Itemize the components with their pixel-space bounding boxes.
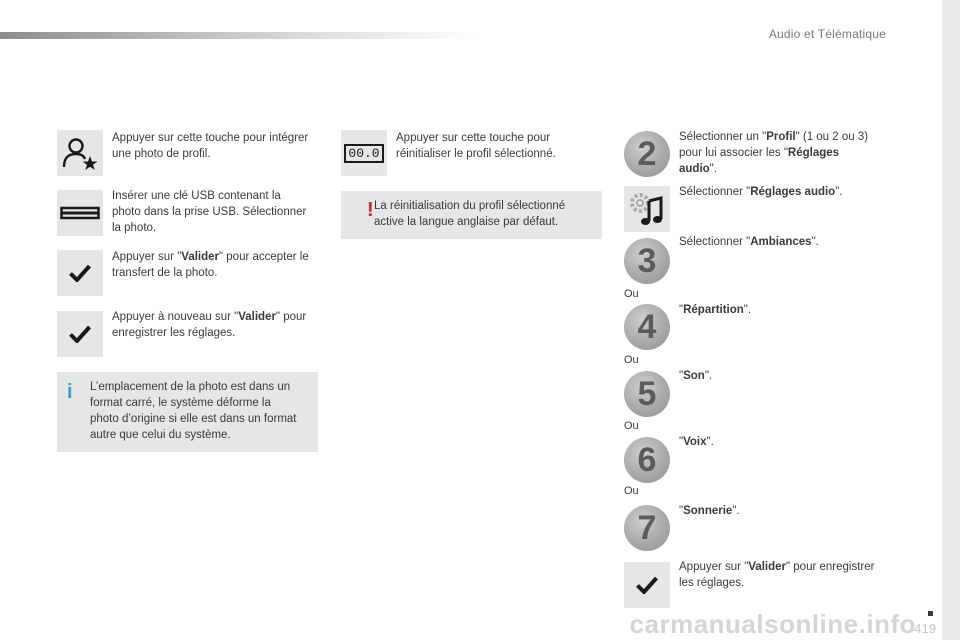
select-ambiances-text: Sélectionner "Ambiances". <box>679 236 819 248</box>
or-label: Ou <box>624 485 639 497</box>
validate-check-icon <box>57 311 103 357</box>
step-number-6: 6 <box>624 437 670 483</box>
page-number: 419 <box>914 621 936 636</box>
validate-check-icon <box>624 562 670 608</box>
validate-check-icon <box>57 250 103 296</box>
section-title: Audio et Télématique <box>768 27 886 41</box>
watermark: carmanualsonline.info <box>629 609 916 639</box>
profile-photo-icon <box>57 130 103 176</box>
page-edge-strip <box>942 0 960 640</box>
info-icon: i <box>67 381 73 403</box>
step-validate-save-text: Appuyer à nouveau sur "Valider" pour enregistrer les réglages. <box>112 311 307 339</box>
step-number-3: 3 <box>624 238 670 284</box>
or-label: Ou <box>624 354 639 366</box>
step-reset-profile-text: Appuyer sur cette touche pour réinitialiser le profil sélectionné. <box>396 132 556 160</box>
header-gradient-bar <box>0 32 480 39</box>
warning-icon: ! <box>367 199 374 221</box>
select-audio-settings-text: Sélectionner "Réglages audio". <box>679 186 843 198</box>
info-note <box>57 372 318 452</box>
repartition-text: "Répartition". <box>679 304 752 316</box>
final-validate-text: Appuyer sur "Valider" pour enregistrer les réglages. <box>679 561 875 589</box>
step-number-7: 7 <box>624 505 670 551</box>
son-text: "Son". <box>679 370 713 382</box>
warning-note <box>341 191 602 239</box>
voix-text: "Voix". <box>679 436 714 448</box>
select-profile-text: Sélectionner un "Profil" (1 ou 2 ou 3) pour lui associer les "Réglages audio". <box>679 131 869 175</box>
or-label: Ou <box>624 288 639 300</box>
info-note-text: L’emplacement de la photo est dans un format carré, le système déforme la photo d’origine si elle est dans un format autre que celui du système. <box>90 381 297 441</box>
usb-icon <box>57 190 103 236</box>
step-usb-text: Insérer une clé USB contenant la photo dans la prise USB. Sélectionner la photo. <box>112 190 307 234</box>
reset-profile-icon <box>341 130 387 176</box>
audio-settings-icon <box>624 186 670 232</box>
step-number-2: 2 <box>624 131 670 177</box>
step-profile-photo-text: Appuyer sur cette touche pour intégrer une photo de profil. <box>112 132 309 160</box>
reset-profile-label: 00.0 <box>344 144 383 163</box>
or-label: Ou <box>624 420 639 432</box>
step-number-5: 5 <box>624 371 670 417</box>
warning-note-text: La réinitialisation du profil sélectionné active la langue anglaise par défaut. <box>374 200 566 228</box>
step-validate-transfer-text: Appuyer sur "Valider" pour accepter le transfert de la photo. <box>112 251 309 279</box>
page-marker <box>928 611 933 616</box>
sonnerie-text: "Sonnerie". <box>679 505 740 517</box>
step-number-4: 4 <box>624 304 670 350</box>
